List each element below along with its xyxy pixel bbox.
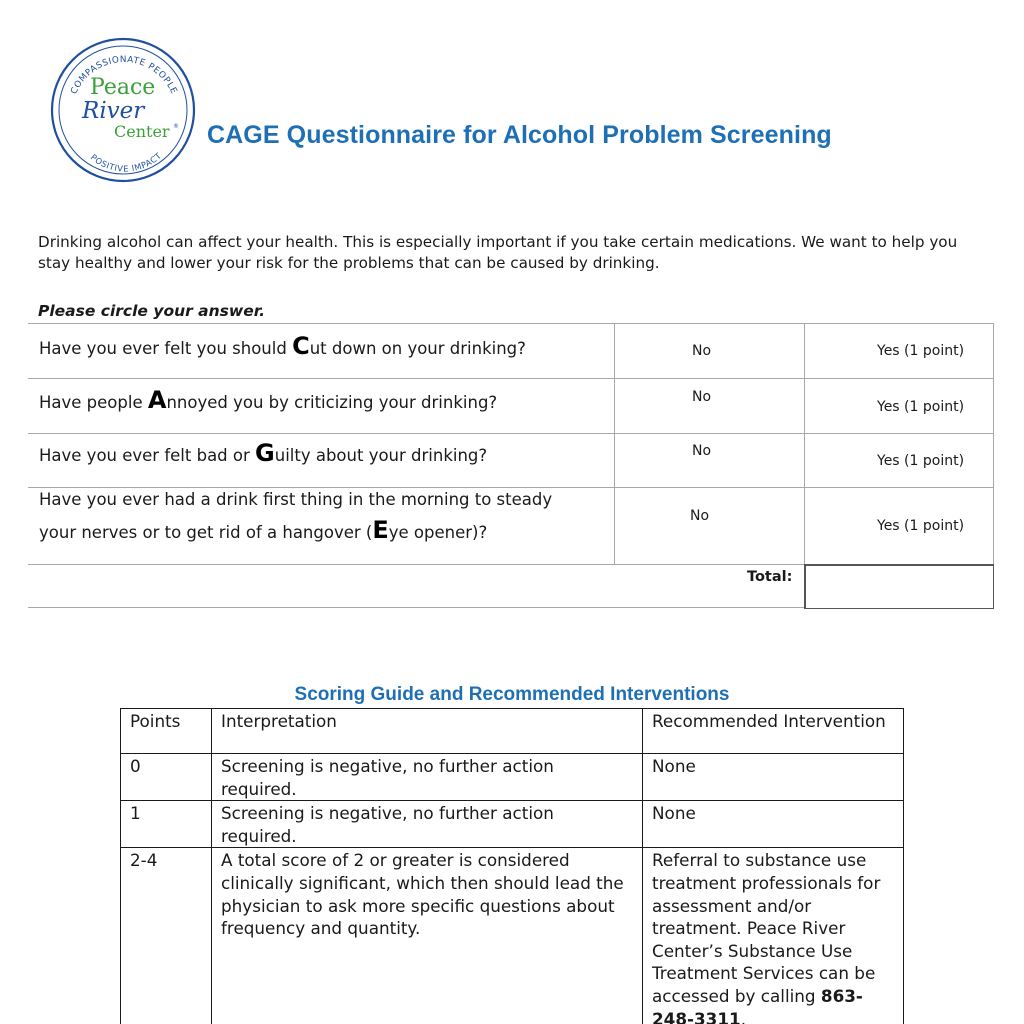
table-rule (28, 607, 804, 608)
cage-question-table (28, 323, 994, 609)
total-box-rule (804, 564, 994, 566)
scoring-guide-title: Scoring Guide and Recommended Interventions (294, 684, 730, 705)
total-box-rule (804, 564, 806, 609)
table-row (121, 754, 904, 801)
phone-number: 863-248-3311 (652, 985, 863, 1024)
question-eye-opener-line1: Have you ever had a drink first thing in the morning to steady (39, 490, 553, 509)
instruction-text: Please circle your answer. (38, 302, 266, 320)
page-title: CAGE Questionnaire for Alcohol Problem Screening (207, 121, 832, 149)
svg-text:Center: Center (114, 122, 170, 141)
table-rule (993, 323, 994, 564)
table-header-row (121, 709, 904, 754)
table-rule (614, 323, 615, 564)
answer-yes[interactable]: Yes (1 point) (877, 399, 965, 415)
table-rule (28, 378, 994, 379)
table-rule (804, 323, 805, 564)
answer-no[interactable]: No (692, 443, 712, 459)
intervention-cell: Referral to substance use treatment professionals for assessment and/or treatment. Peace River Center’s Substance Use Treatment Services can be accessed by calling 863-248-3311. (643, 848, 904, 1024)
svg-text:Peace: Peace (90, 75, 156, 100)
header-intervention: Recommended Intervention (643, 709, 904, 754)
answer-yes[interactable]: Yes (1 point) (877, 518, 965, 534)
question-eye-opener: your nerves or to get rid of a hangover (Eye opener)? (39, 516, 488, 544)
svg-text:®: ® (173, 123, 179, 130)
table-row (121, 801, 904, 848)
answer-yes[interactable]: Yes (1 point) (877, 343, 965, 359)
table-rule (28, 433, 994, 434)
svg-text:COMPASSIONATE PEOPLE: COMPASSIONATE PEOPLE (69, 54, 179, 96)
svg-text:POSITIVE IMPACT: POSITIVE IMPACT (88, 150, 164, 174)
svg-text:River: River (82, 98, 145, 124)
points-cell: 1 (121, 801, 212, 848)
interpretation-cell: A total score of 2 or greater is considered clinically significant, which then should lead the physician to ask more specific questions about frequency and quantity. (212, 848, 643, 1024)
points-cell: 0 (121, 754, 212, 801)
total-box-rule (804, 608, 994, 610)
interpretation-cell: Screening is negative, no further action required. (212, 801, 643, 848)
answer-yes[interactable]: Yes (1 point) (877, 453, 965, 469)
total-box-rule (993, 564, 995, 609)
intervention-cell: None (643, 754, 904, 801)
intro-paragraph: Drinking alcohol can affect your health. This is especially important if you take certain medications. We want to help you stay healthy and lower your risk for the problems that can be caused by drinking. (38, 233, 958, 272)
points-cell: 2-4 (121, 848, 212, 1024)
header-interpretation: Interpretation (212, 709, 643, 754)
table-rule (28, 323, 994, 324)
total-label: Total: (747, 569, 793, 585)
question-cut-down: Have you ever felt you should Cut down on your drinking? (39, 332, 526, 360)
answer-no[interactable]: No (692, 389, 712, 405)
interpretation-cell: Screening is negative, no further action required. (212, 754, 643, 801)
peace-river-center-logo (48, 36, 198, 184)
intervention-cell: None (643, 801, 904, 848)
question-annoyed: Have people Annoyed you by criticizing your drinking? (39, 386, 498, 414)
answer-no[interactable]: No (692, 343, 712, 359)
table-row (121, 848, 904, 1024)
header-points: Points (121, 709, 212, 754)
scoring-guide-table (120, 708, 904, 1024)
answer-no[interactable]: No (690, 508, 710, 524)
question-guilty: Have you ever felt bad or Guilty about your drinking? (39, 439, 488, 467)
